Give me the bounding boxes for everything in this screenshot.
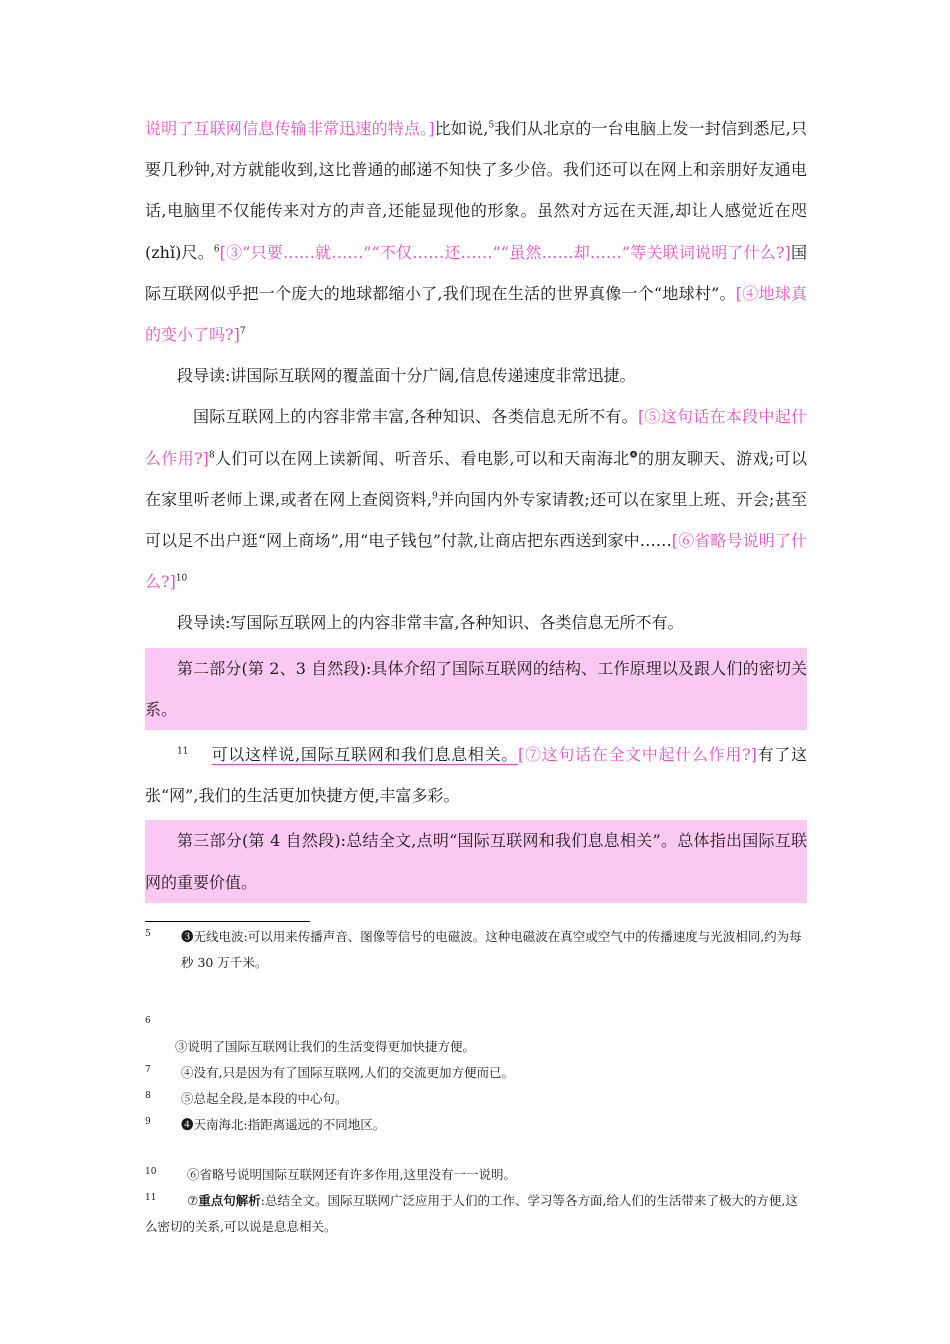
paragraph-4 [145,734,807,816]
footnote-text: ⑥省略号说明国际互联网还有许多作用,这里没有一一说明。 [187,1167,516,1182]
footnote-7 [145,1060,807,1086]
footnote-text: ❸无线电波:可以用来传播声音、图像等信号的电磁波。这种电磁波在真空或空气中的传播速度与光波相同,约为每秒 30 万千米。 [181,929,802,970]
footnote-body: :总结全文。国际互联网广泛应用于人们的工作、学习等各方面,给人们的生活带来了极大的方便,这么密切的关系,可以说是息息相关。 [145,1193,798,1234]
footnote-number: 5 [145,929,151,939]
footnote-ref-11[interactable]: 11 [177,746,189,757]
footnote-text: ③说明了国际互联网让我们的生活变得更加快捷方便。 [175,1039,476,1054]
footnote-number: 8 [145,1091,151,1101]
footnote-ref-9[interactable]: 9 [432,491,438,502]
annotation-question-4: [④地球真的变小了吗?] [145,283,807,345]
footnote-number: 11 [145,1193,157,1203]
text: 我们从北京的一台电脑上发一封信到悉尼,只要几秒钟,对方就能收到,这比普通的邮递不知快了多少倍。我们还可以在网上和亲朋好友通电话,电脑里不仅能传来对方的声音,还能显现他的形象。虽然对方远在天涯,却让人感觉近在咫(zhǐ)尺。 [145,119,808,262]
footnote-10 [145,1162,807,1188]
text: 有了这张“网”,我们的生活更加快捷方便,丰富多彩。 [145,745,807,806]
footnote-text [145,1188,807,1240]
footnote-ref-8[interactable]: 8 [208,450,215,461]
footnote-text: ❹天南海北:指距离遥远的不同地区。 [181,1117,386,1132]
footnote-ref-5[interactable]: 5 [488,120,495,131]
footnote-ref-10[interactable]: 10 [175,573,188,584]
footnote-number: 9 [145,1117,151,1127]
paragraph-guide-1: 段导读:讲国际互联网的覆盖面十分广阔,信息传递速度非常迅捷。 [177,366,636,386]
footnote-prefix: ⑦ [187,1193,199,1208]
text: 的朋友聊天、游戏;可以在家里听老师上课,或者在网上查阅资料, [145,448,807,509]
footnote-5 [145,924,807,976]
annotation-question-3: [③“只要……就……”“不仅……还……”“虽然……却……”等关联词说明了什么?] [219,242,791,262]
document-body [145,108,807,907]
text: 国际互联网上的内容非常丰富,各种知识、各类信息无所不有。 [193,407,638,427]
paragraph-3 [145,396,807,602]
footnotes [145,924,807,1240]
footnote-9 [145,1112,807,1138]
footnote-11 [145,1188,807,1240]
footnote-6 [145,1008,807,1060]
footnote-number: 10 [145,1167,157,1177]
text: 比如说, [434,119,489,138]
annotation-question-5: [⑤这句话在本段中起什么作用?] [145,407,807,468]
footnote-ref-7[interactable]: 7 [239,326,246,337]
footnote-separator [145,921,310,922]
footnote-ref-6[interactable]: 6 [213,244,220,255]
annotation-question-7: [⑦这句话在全文中起什么作用?] [518,745,757,765]
part-summary-2: 第二部分(第 2、3 自然段):具体介绍了国际互联网的结构、工作原理以及跟人们的密切关系。 [145,648,807,730]
paragraph-1 [145,108,807,355]
footnote-number: 7 [145,1065,151,1075]
text: 人们可以在网上读新闻、听音乐、看电影,可以和天南海北 [214,448,630,468]
footnote-8 [145,1086,807,1112]
annotation-question-6: [⑥省略号说明了什么?] [145,531,807,592]
text: 国际互联网似乎把一个庞大的地球都缩小了,我们现在生活的世界真像一个“地球村”。 [145,242,807,303]
footnote-text: ⑤总起全段,是本段的中心句。 [181,1091,348,1106]
vocab-mark-4: ❹ [629,450,638,461]
footnote-number: 6 [145,1016,151,1026]
footnote-text: ④没有,只是因为有了国际互联网,人们的交流更加方便而已。 [181,1065,514,1080]
key-sentence: 可以这样说,国际互联网和我们息息相关。 [211,745,519,765]
annotation-continued: 说明了互联网信息传输非常迅速的特点。] [145,119,435,138]
text: 并向国内外专家请教;还可以在家里上班、开会;甚至可以足不出户逛“网上商场”,用“电子钱包”付款,让商店把东西送到家中…… [145,489,807,551]
footnote-bold-label: 重点句解析 [198,1193,261,1208]
part-summary-3: 第三部分(第 4 自然段):总结全文,点明“国际互联网和我们息息相关”。总体指出国际互联网的重要价值。 [145,820,807,902]
paragraph-guide-2: 段导读:写国际互联网上的内容非常丰富,各种知识、各类信息无所不有。 [177,613,684,633]
